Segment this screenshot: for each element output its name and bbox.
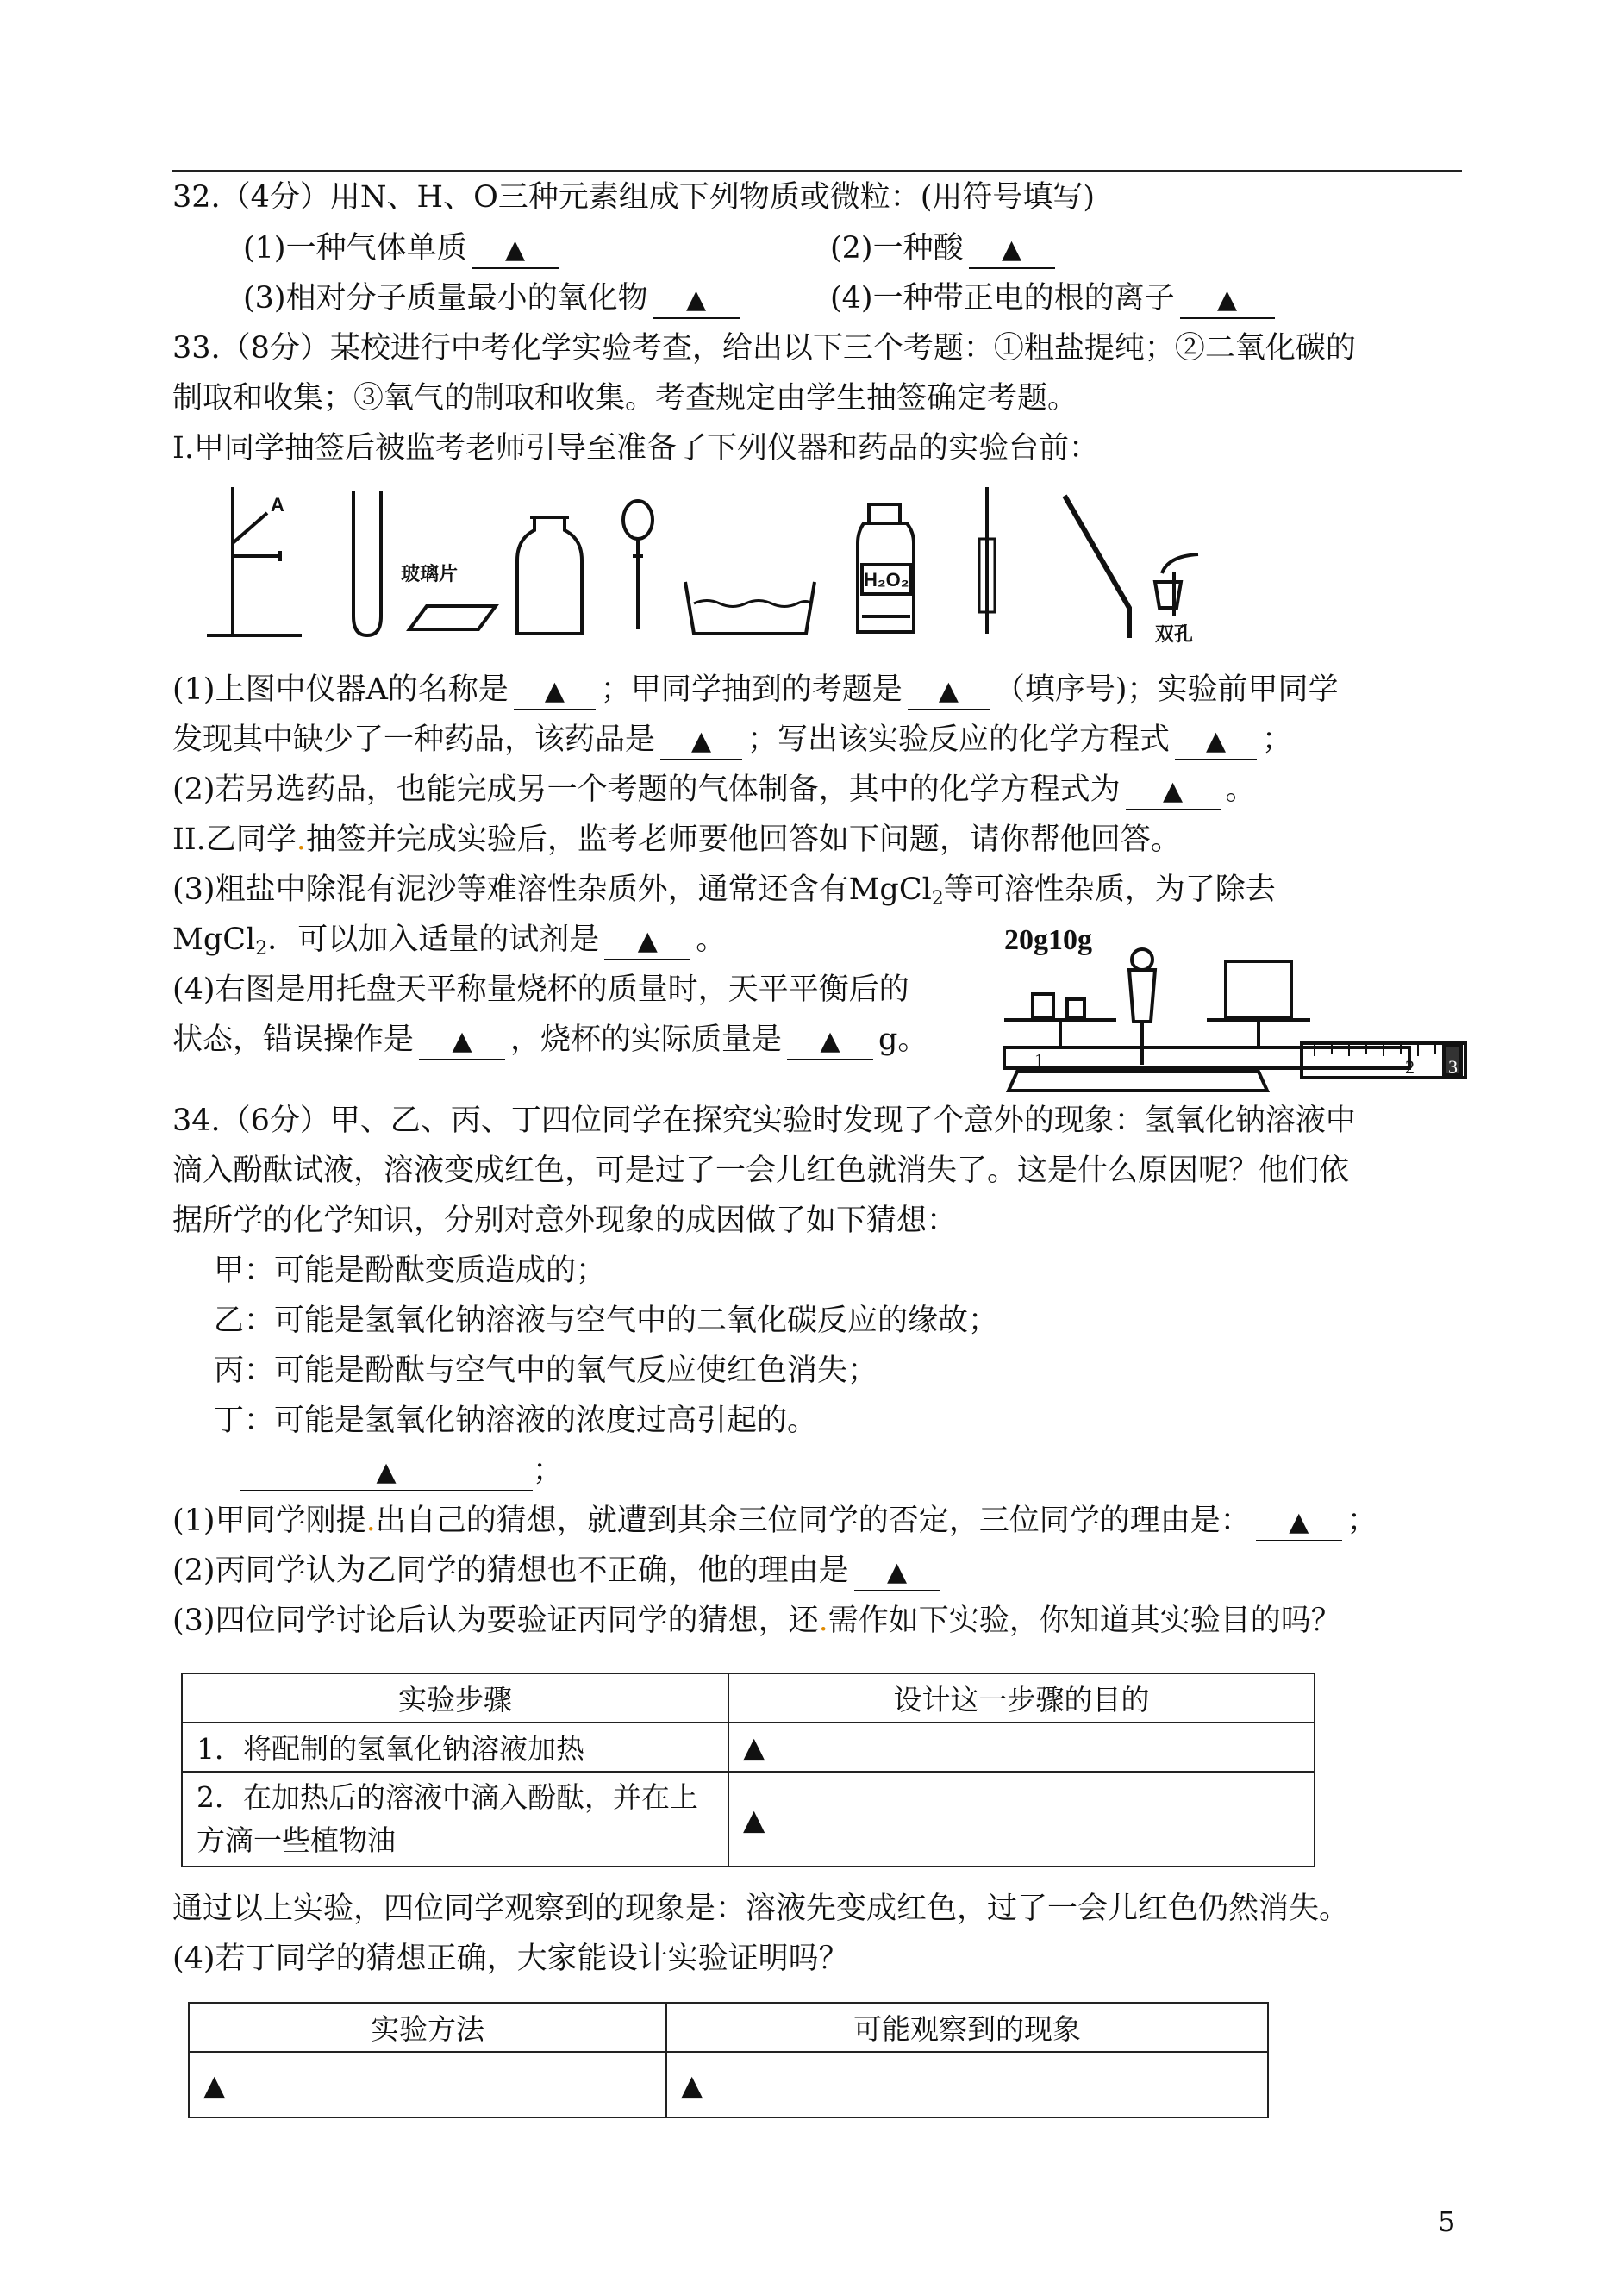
q32-part4-text: (4)一种带正电的根的离子 — [830, 281, 1175, 316]
q33-sub3-line1 — [172, 869, 1276, 910]
text: ．可以加入适量的试剂是 — [267, 922, 600, 957]
q34-stem-line1: 34.（6分）甲、乙、丙、丁四位同学在探究实验时发现了个意外的现象：氢氧化钠溶液中 — [172, 1104, 1356, 1138]
blank-mark: ▲ — [1289, 1507, 1309, 1537]
blank-mark: ▲ — [505, 235, 526, 265]
header-rule — [172, 170, 1462, 172]
label-glass-slide: 玻璃片 — [401, 564, 459, 585]
bent-tube-icon — [1065, 496, 1129, 638]
table1-step-1: 1．将配制的氢氧化钠溶液加热 — [182, 1723, 728, 1772]
weight-10g-icon — [1067, 999, 1084, 1018]
blank-mark: ▲ — [690, 726, 712, 756]
q32-part1-text: (1)一种气体单质 — [243, 231, 467, 266]
blank-mark: ▲ — [452, 1026, 472, 1056]
table1-step-2: 2．在加热后的溶液中滴入酚酞，并在上方滴一些植物油 — [182, 1772, 728, 1867]
iron-stand-icon — [207, 487, 302, 635]
answer-blank[interactable] — [240, 1454, 533, 1491]
text: 出自己的猜想，就遭到其余三位同学的否定，三位同学的理由是： — [375, 1504, 1251, 1538]
answer-blank[interactable] — [1256, 1504, 1342, 1541]
weight-20g-icon — [1033, 994, 1053, 1018]
q32-part2-text: (2)一种酸 — [830, 231, 964, 266]
q32-stem: 32.（4分）用N、H、O三种元素组成下列物质或微粒：(用符号填写) — [172, 180, 1096, 215]
blank-mark: ▲ — [1163, 776, 1184, 806]
q34-sub1: (1)甲同学刚提.出自己的猜想，就遭到其余三位同学的否定，三位同学的理由是： ▲ ； — [172, 1500, 1377, 1541]
q32-part2 — [830, 228, 1060, 269]
guess-yi: 乙：可能是氢氧化钠溶液与空气中的二氧化碳反应的缘故； — [214, 1304, 999, 1338]
weights-label: 20g10g — [1004, 924, 1092, 956]
apparatus-figure — [198, 478, 1293, 651]
beam-tick-1: 1 — [1034, 1049, 1044, 1071]
test-tube-icon — [353, 491, 381, 635]
blank-mark: ▲ — [820, 1026, 840, 1056]
text: (3)粗盐中除混有泥沙等难溶性杂质外，通常还含有MgCl — [172, 872, 932, 907]
text: (2)若另选药品，也能完成另一个考题的气体制备，其中的化学方程式为 — [172, 772, 1121, 807]
answer-blank[interactable] — [908, 672, 990, 710]
q34-stem-line2: 滴入酚酞试液，溶液变成红色，可是过了一会儿红色就消失了。这是什么原因呢？他们依 — [172, 1154, 1350, 1188]
text: ； — [1262, 722, 1293, 757]
table1-purpose-1[interactable]: ▲ — [728, 1723, 1315, 1772]
reagent-bottle-icon — [858, 504, 914, 632]
subscript: 2 — [255, 938, 268, 960]
text: ；写出该实验反应的化学方程式 — [747, 722, 1171, 757]
guess-jia: 甲：可能是酚酞变质造成的； — [214, 1254, 607, 1288]
blank-mark: ▲ — [686, 285, 707, 315]
q33-sub1-line1 — [172, 669, 1339, 710]
scale-tick-2: 2 — [1405, 1056, 1415, 1078]
q34-observation: 通过以上实验，四位同学观察到的现象是：溶液先变成红色，过了一会儿红色仍然消失。 — [172, 1892, 1350, 1926]
q33-stem-line1: 33.（8分）某校进行中考化学实验考查，给出以下三个考题：①粗盐提纯；②二氧化碳的 — [172, 331, 1356, 366]
table2-method-cell[interactable]: ▲ — [189, 2052, 666, 2117]
blank-mark: ▲ — [1002, 235, 1022, 265]
experiment-table-1 — [181, 1673, 1315, 1867]
answer-blank[interactable] — [787, 1022, 873, 1060]
q34-sub4: (4)若丁同学的猜想正确，大家能设计实验证明吗？ — [172, 1942, 849, 1976]
q32-part3-text: (3)相对分子质量最小的氧化物 — [243, 281, 648, 316]
beaker-icon — [1226, 961, 1291, 1018]
text: MgCl — [172, 922, 256, 957]
table2-header-method: 实验方法 — [189, 2003, 666, 2052]
answer-blank[interactable] — [1126, 772, 1221, 810]
table2-header-phenomenon: 可能观察到的现象 — [666, 2003, 1268, 2052]
experiment-table-2 — [188, 2002, 1269, 2118]
text: (3)四位同学讨论后认为要验证丙同学的猜想，还 — [172, 1604, 819, 1638]
q33-part2-heading: II.乙同学.抽签并完成实验后，监考老师要他回答如下问题，请你帮他回答。 — [172, 822, 1181, 857]
subscript: 2 — [931, 888, 944, 910]
q34-stem-line3: 据所学的化学知识，分别对意外现象的成因做了如下猜想： — [172, 1204, 958, 1238]
answer-blank[interactable] — [514, 672, 596, 710]
answer-blank[interactable] — [1175, 722, 1257, 760]
text: ； — [1346, 1504, 1377, 1538]
guess-ding: 丁：可能是氢氧化钠溶液的浓度过高引起的。 — [214, 1404, 818, 1438]
gas-jar-icon — [517, 517, 582, 634]
q32-part3 — [243, 278, 745, 319]
trough-icon — [685, 582, 815, 634]
text: 状态，错误操作是 — [172, 1022, 415, 1057]
table1-header-purpose: 设计这一步骤的目的 — [728, 1673, 1315, 1723]
blank-mark: ▲ — [544, 676, 565, 706]
dropper-icon — [623, 501, 653, 629]
stopper-icon — [1155, 554, 1198, 616]
answer-blank[interactable] — [419, 1022, 505, 1060]
blank-mark: ▲ — [1217, 285, 1238, 315]
q33-sub3-line2 — [172, 919, 726, 960]
guess-bing: 丙：可能是酚酞与空气中的氧气反应使红色消失； — [214, 1354, 878, 1388]
text: 发现其中缺少了一种药品，该药品是 — [172, 722, 656, 757]
text: ，烧杯的实际质量是 — [510, 1022, 783, 1057]
q32-part4 — [830, 278, 1280, 319]
text: 抽签并完成实验后，监考老师要他回答如下问题，请你帮他回答。 — [305, 822, 1181, 857]
label-a: A — [271, 494, 284, 516]
q34-sub3: (3)四位同学讨论后认为要验证丙同学的猜想，还.需作如下实验，你知道其实验目的吗？ — [172, 1604, 1341, 1638]
text: g。 — [878, 1022, 928, 1057]
blank-mark: ▲ — [637, 926, 658, 956]
table1-purpose-2[interactable]: ▲ — [728, 1772, 1315, 1867]
answer-blank[interactable] — [854, 1554, 940, 1591]
q34-sub2 — [172, 1550, 946, 1591]
page-number: 5 — [1438, 2205, 1456, 2238]
text: (1)上图中仪器A的名称是 — [172, 672, 509, 707]
guess-blank-line — [240, 1450, 563, 1491]
q33-stem-line2: 制取和收集；③氧气的制取和收集。考查规定由学生抽签确定考题。 — [172, 381, 1078, 416]
answer-blank[interactable] — [604, 922, 690, 960]
balance-figure — [1000, 918, 1474, 1104]
label-h2o2: H₂O₂ — [864, 569, 909, 591]
text: (1)甲同学刚提 — [172, 1504, 366, 1538]
glass-slide-icon — [409, 606, 496, 629]
table1-header-steps: 实验步骤 — [182, 1673, 728, 1723]
text: ； — [533, 1454, 564, 1488]
text: ；甲同学抽到的考题是 — [600, 672, 903, 707]
table2-phenomenon-cell[interactable]: ▲ — [666, 2052, 1268, 2117]
text: 需作如下实验，你知道其实验目的吗？ — [828, 1604, 1341, 1638]
q32-part1 — [243, 228, 564, 269]
text: 等可溶性杂质，为了除去 — [943, 872, 1276, 907]
brush-icon — [979, 487, 995, 634]
answer-blank[interactable] — [660, 722, 742, 760]
answer-blank[interactable] — [1180, 281, 1275, 319]
q33-sub4-line1: (4)右图是用托盘天平称量烧杯的质量时，天平平衡后的 — [172, 972, 909, 1007]
q33-sub4-line2 — [172, 1019, 928, 1060]
blank-mark: ▲ — [1205, 726, 1227, 756]
text: 。 — [696, 922, 727, 957]
text: (2)丙同学认为乙同学的猜想也不正确，他的理由是 — [172, 1554, 849, 1588]
blank-mark: ▲ — [376, 1457, 397, 1487]
q33-sub1-line2 — [172, 719, 1292, 760]
text: （填序号)；实验前甲同学 — [994, 672, 1339, 707]
answer-blank[interactable] — [472, 231, 559, 269]
answer-blank[interactable] — [969, 231, 1055, 269]
q33-sub2 — [172, 769, 1256, 810]
text: II.乙同学 — [172, 822, 297, 857]
text: 。 — [1225, 772, 1256, 807]
answer-blank[interactable] — [653, 281, 740, 319]
blank-mark: ▲ — [938, 676, 959, 706]
label-two-hole: 双孔 — [1155, 624, 1194, 646]
q33-part1-heading: I.甲同学抽签后被监考老师引导至准备了下列仪器和药品的实验台前： — [172, 431, 1099, 466]
blank-mark: ▲ — [887, 1557, 908, 1587]
scale-tick-3: 3 — [1448, 1056, 1458, 1078]
